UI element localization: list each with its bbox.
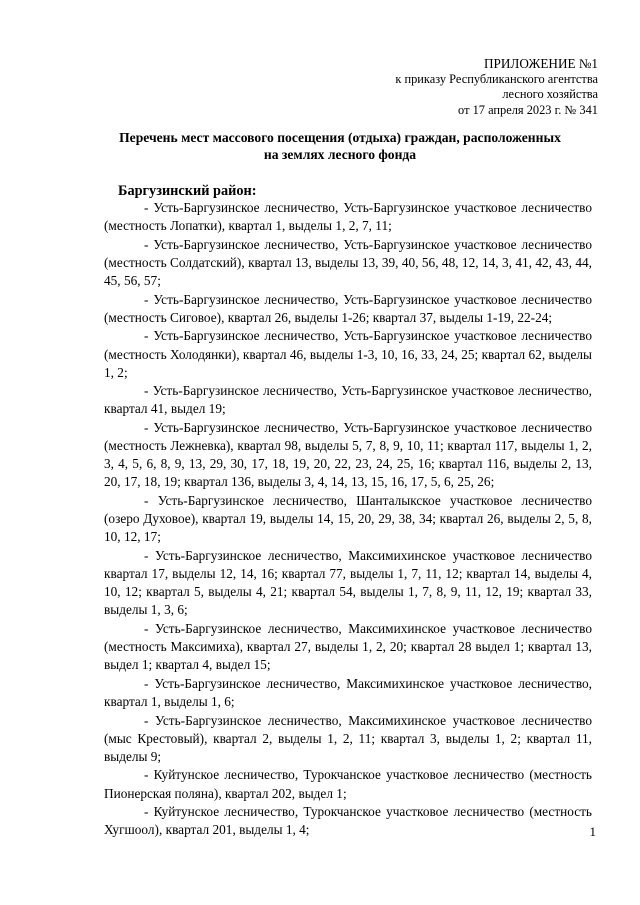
- title-line-2: на землях лесного фонда: [263, 146, 417, 162]
- annex-header: [338, 56, 598, 118]
- annex-order-ref: к приказу Республиканского агентства: [395, 71, 598, 86]
- list-item: - Усть-Баргузинское лесничество, Максимихинское участковое лесничество, квартал 1, выделы 1, 6;: [104, 675, 592, 709]
- list-item: - Усть-Баргузинское лесничество, Шанталыкское участковое лесничество (озеро Духовое), квартал 19, выделы 14, 15, 20, 29, 38, 34; квартал 26, выделы 2, 5, 8, 10, 12, 17;: [104, 493, 592, 545]
- district-heading: Баргузинский район:: [118, 183, 257, 199]
- list-item: - Усть-Баргузинское лесничество, Максимихинское участковое лесничество квартал 17, выделы 12, 14, 16; квартал 77, выделы 1, 7, 11, 12; квартал 14, выделы 4, 10, 12; квартал 5, выделы 4, 21; квартал 54, выделы 1, 7, 8, 9, 11, 12, 19; квартал 33, выделы 1, 3, 6;: [104, 547, 592, 618]
- annex-agency: лесного хозяйства: [502, 87, 598, 101]
- list-item: - Куйтунское лесничество, Турокчанское участковое лесничество (местность Хугшоол), квартал 201, выделы 1, 4;: [104, 804, 592, 838]
- list-item: - Усть-Баргузинское лесничество, Усть-Баргузинское участковое лесничество (местность Солдатский), квартал 13, выделы 13, 39, 40, 56, 48, 12, 14, 3, 41, 42, 43, 44, 45, 56, 57;: [104, 236, 592, 288]
- document-title: [90, 130, 590, 163]
- list-item: - Усть-Баргузинское лесничество, Максимихинское участковое лесничество (мыс Крестовый), квартал 2, выделы 1, 2, 11; квартал 3, выделы 1, 2; квартал 11, выделы 9;: [104, 712, 592, 764]
- title-line-1: Перечень мест массового посещения (отдыха) граждан, расположенных: [119, 130, 561, 145]
- list-item: - Усть-Баргузинское лесничество, Усть-Баргузинское участковое лесничество (местность Сиговое), квартал 26, выделы 1-26; квартал 37, выделы 1-19, 22-24;: [104, 291, 592, 325]
- list-item: - Куйтунское лесничество, Турокчанское участковое лесничество (местность Пионерская поляна), квартал 202, выдел 1;: [104, 767, 592, 801]
- list-item: - Усть-Баргузинское лесничество, Усть-Баргузинское участковое лесничество (местность Лопатки), квартал 1, выделы 1, 2, 7, 11;: [104, 200, 592, 234]
- page-number: 1: [589, 824, 596, 839]
- list-item: - Усть-Баргузинское лесничество, Усть-Баргузинское участковое лесничество (местность Лежневка), квартал 98, выделы 5, 7, 8, 9, 10, 11; квартал 117, выделы 1, 2, 3, 4, 5, 6, 8, 9, 13, 29, 30, 17, 18, 19, 20, 22, 23, 24, 25, 16; квартал 116, выделы 2, 13, 20, 17, 18, 19; квартал 136, выделы 3, 4, 14, 13, 15, 16, 17, 5, 6, 25, 26;: [104, 420, 592, 490]
- list-item: - Усть-Баргузинское лесничество, Усть-Баргузинское участковое лесничество (местность Холодянки), квартал 46, выделы 1-3, 10, 16, 33, 24, 25; квартал 62, выделы 1, 2;: [104, 328, 592, 380]
- list-item: - Усть-Баргузинское лесничество, Максимихинское участковое лесничество (местность Максимиха), квартал 27, выделы 1, 2, 20; квартал 28 выдел 1; квартал 13, выдел 1; квартал 4, выдел 15;: [104, 620, 592, 673]
- annex-number: ПРИЛОЖЕНИЕ №1: [484, 56, 598, 71]
- list-item: - Усть-Баргузинское лесничество, Усть-Баргузинское участковое лесничество, квартал 41, выдел 19;: [104, 383, 592, 417]
- entries-list: [104, 199, 592, 840]
- annex-date-number: от 17 апреля 2023 г. № 341: [458, 102, 598, 117]
